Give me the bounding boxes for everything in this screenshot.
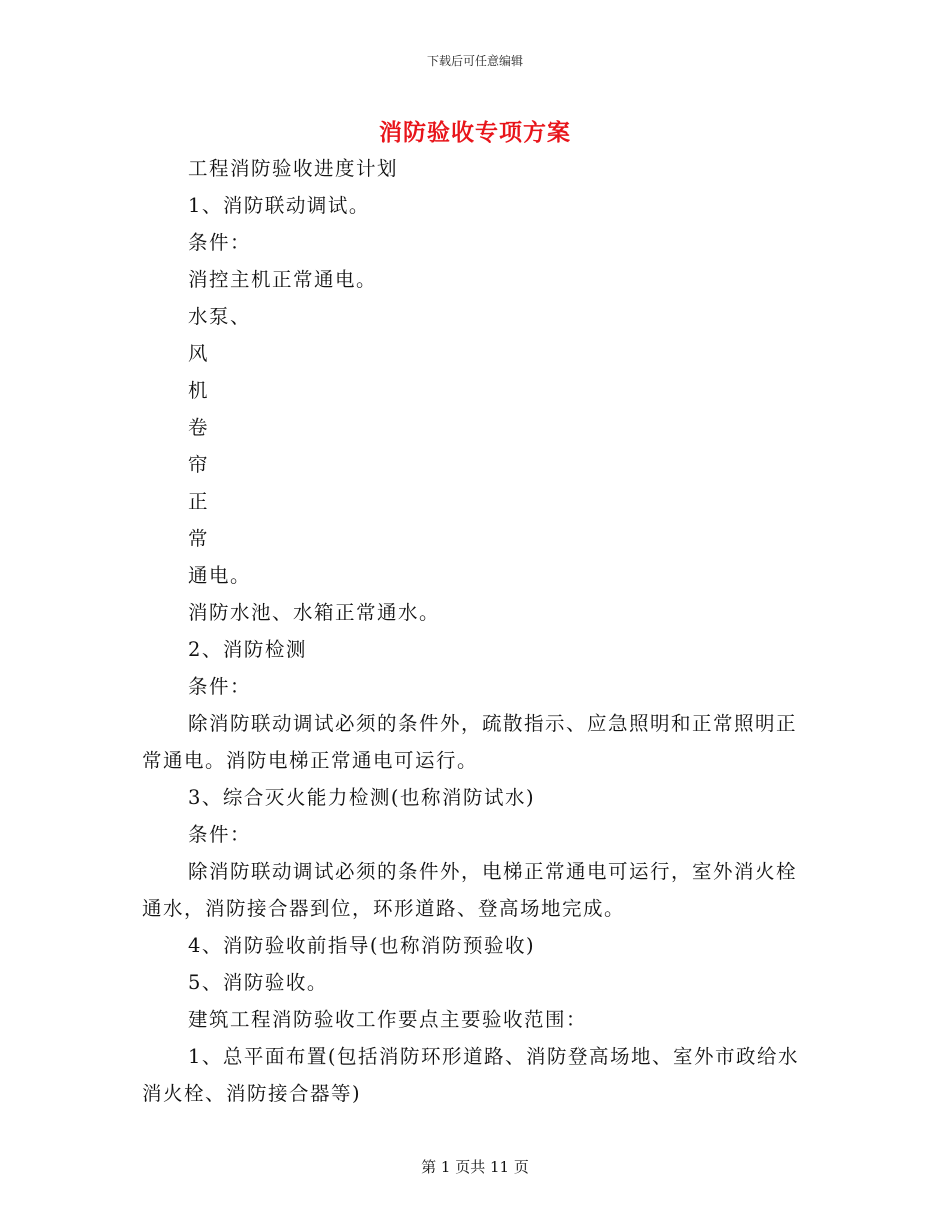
paragraph: 消控主机正常通电。 <box>188 268 378 291</box>
paragraph: 机 <box>188 379 210 402</box>
paragraph: 2、消防检测 <box>188 638 307 661</box>
paragraph: 3、综合灭火能力检测(也称消防试水) <box>188 786 536 809</box>
paragraph: 条件： <box>188 231 252 254</box>
paragraph: 消防水池、水箱正常通水。 <box>188 601 441 624</box>
paragraph: 通电。 <box>188 564 252 587</box>
header-note: 下载后可任意编辑 <box>426 54 523 68</box>
paragraph: 除消防联动调试必须的条件外，电梯正常通电可运行，室外消火栓通水，消防接合器到位，环形道路、登高场地完成。 <box>142 860 798 920</box>
paragraph: 常 <box>188 527 210 550</box>
document-body <box>142 150 802 1112</box>
paragraph: 条件： <box>188 823 252 846</box>
paragraph: 5、消防验收。 <box>188 971 328 994</box>
paragraph: 1、总平面布置(包括消防环形道路、消防登高场地、室外市政给水消火栓、消防接合器等) <box>142 1045 800 1105</box>
document-title: 消防验收专项方案 <box>379 120 571 146</box>
paragraph: 条件： <box>188 675 252 698</box>
paragraph: 除消防联动调试必须的条件外，疏散指示、应急照明和正常照明正常通电。消防电梯正常通电可运行。 <box>142 712 798 772</box>
paragraph: 正 <box>188 490 210 513</box>
paragraph: 风 <box>188 342 210 365</box>
paragraph: 卷 <box>188 416 210 439</box>
paragraph: 水泵、 <box>188 305 252 328</box>
paragraph: 建筑工程消防验收工作要点主要验收范围： <box>188 1008 588 1031</box>
paragraph: 4、消防验收前指导(也称消防预验收) <box>188 934 536 957</box>
paragraph: 1、消防联动调试。 <box>188 194 370 217</box>
page-footer: 第 1 页共 11 页 <box>421 1158 529 1176</box>
paragraph: 帘 <box>188 453 210 476</box>
paragraph: 工程消防验收进度计划 <box>188 157 399 180</box>
